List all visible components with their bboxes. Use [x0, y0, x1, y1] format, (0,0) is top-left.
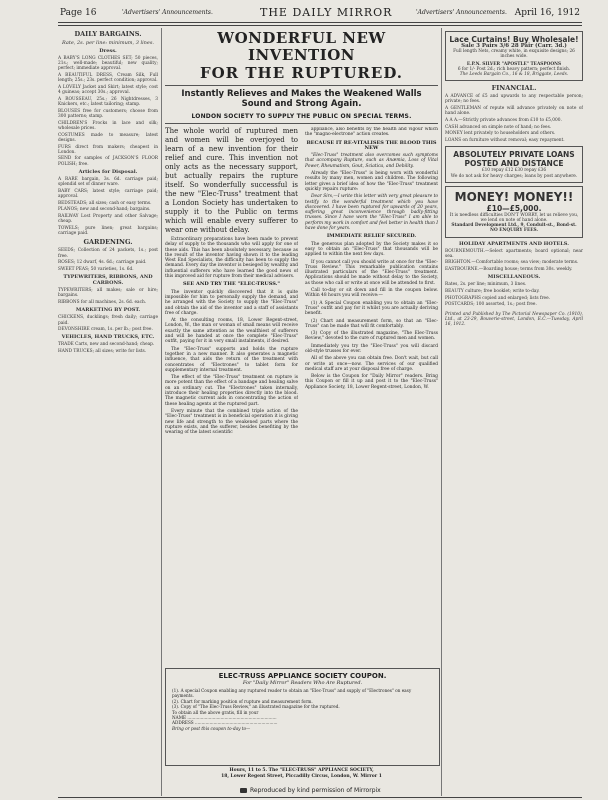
marketing-heading: MARKETING BY POST. — [75, 307, 141, 314]
daily-bargains-heading: DAILY BARGAINS. — [74, 30, 142, 38]
classified-ad: CHILDREN'S Frocks in lace and silk; wholesale prices. — [58, 120, 158, 131]
article-subhead: SEE AND TRY THE "ELEC-TRUSS." — [182, 281, 280, 288]
article-paragraph: "Elec-Truss" treatment also overcomes such symptoms that accompany Rupture, such as Anæmia, Loss of Vital Power, Rheumatism, Gout, Sciatica, and Debility. — [305, 153, 438, 169]
classified-ad: DEVONSHIRE cream, 1s. per lb.; post free. — [58, 327, 153, 333]
article-lead: The whole world of ruptured men and women will be overjoyed to learn of a new invention for their relief and cure. This invention not only acts as the necessary support, but actually repairs the rupture itself. So wonderfully successful is the new "Elec-Truss" treatment that a London Society has undertaken to supply it to the Public on terms which will enable every sufferer to wear one without delay. — [165, 127, 298, 234]
money-range: £10—£5,000. — [486, 203, 542, 213]
article-paragraph: The "Elec-Truss" supports and holds the rupture together in a new manner. It also generates a magnetic influence, that aids the return of the treatment with concentrates of "Electrones" to tablet form for supplementary internal treatment. — [165, 346, 298, 373]
classified-ad: CHICKENS, ducklings; fresh daily; carriage paid. — [58, 315, 158, 326]
classified-ad: RIBBONS for all machines, 2s. 6d. each. — [58, 300, 147, 306]
vehicles-list — [58, 342, 158, 354]
classified-ad: BOURNEMOUTH.—Select apartments; board optional; near sea. — [445, 248, 583, 259]
article-paragraph: The effect of the "Elec-Truss" treatment on rupture is more potent than the effect of a bandage and healing salve on an ordinary cut. The "Electrones" taken internally, introduce their healing properties directly into the blood. The magnetic current aids in concentrating the action of these healing agents at the ruptured part. — [165, 375, 298, 407]
left-column-classifieds — [58, 28, 158, 796]
section-label-left: 'Advertisers' Announcements. — [122, 9, 213, 16]
society-address — [165, 768, 438, 780]
article-subhead: BECAUSE IT RE-VITALISES THE BLOOD THIS NEW — [306, 139, 437, 151]
article-paragraph: If you cannot call you should write at once for the "Elec-Truss Review." This remarkable publication contains illustrated particulars of the "Elec-Truss" treatment. Applications should be made without delay to the Society, as those who call or write at once will be attended to first. — [305, 259, 438, 286]
private-loans-rates: £10 repay £12 £30 repay £36 — [481, 168, 547, 174]
right-column-ads — [445, 28, 583, 796]
section-label-right: 'Advertisers' Announcements. — [416, 9, 507, 16]
article-paragraph: (2) Chart and measurement form, so that an "Elec-Truss" can be made that will fit comfortably. — [305, 318, 438, 329]
page-header — [60, 6, 580, 22]
article-paragraph: Already the "Elec-Truss" is being worn with wonderful results by many men, women and children. The following letter gives a brief idea of how the "Elec-Truss" treatment quickly repairs rupture: — [305, 171, 438, 192]
coupon-name-field[interactable]: NAME ................................................................... — [172, 715, 277, 721]
classified-ad: BLOUSES free for customers; choose from 300 patterns; stamp. — [58, 108, 158, 120]
column-divider — [441, 28, 442, 796]
coupon-lines — [166, 686, 439, 733]
rates-note: Rate, 2s. per line: minimum, 3 lines. — [61, 40, 155, 46]
article-paragraph: (3) Copy of the illustrated magazine, "The Elec-Truss Review," devoted to the cure of ruptured men and women. — [305, 331, 438, 342]
classified-ad: LOANS on furniture without removal; easy repayment. — [445, 138, 565, 144]
classified-ad: SEND for samples of JACKSON'S FLOOR POLISH; free. — [58, 156, 158, 167]
classified-ad: ROSES; 12 dwarf, 4s. 6d.; carriage paid. — [58, 260, 147, 266]
lace-curtains-title: Lace Curtains! Buy Wholesale! — [449, 35, 579, 44]
classified-ad: TYPEWRITERS; all makes; sale or hire; bargains. — [58, 288, 158, 299]
coupon-line: To obtain all the above gratis, fill in your — [172, 709, 259, 715]
classified-ad: FURS direct from makers; cheapest in London. — [58, 144, 158, 155]
masthead: THE DAILY MIRROR — [260, 6, 393, 19]
silver-spoons-title: E.P.N. SILVER "APOSTLE" TEASPOONS — [466, 61, 562, 67]
classified-ad: TRADE Carts, new and second-hand; cheap. — [58, 342, 155, 348]
classified-ad: SWEET PEAS; 50 varieties, 1s. 6d. — [58, 267, 134, 272]
classified-ad: BEAUTY culture; free booklet; write to-day. — [445, 289, 540, 295]
society-street: 18, Lower Regent Street, Piccadilly Circus, London, W. Mirror 1 — [221, 774, 382, 779]
classified-ad: A A A.—Strictly private advances from £10 to £5,000. — [445, 118, 562, 124]
article-paragraph: The generous plan adopted by the Society makes it so easy to obtain an "Elec-Truss" that thousands will be applied to within the next few days. — [305, 241, 438, 258]
articles-list — [58, 177, 158, 237]
headline-1: WONDERFUL NEW INVENTION — [217, 29, 386, 64]
printer-imprint: Printed and Published by The Pictorial Newspaper Co. (1910), Ltd., at 23-29, Bouverie-street, London, E.C.—Tuesday, April 16, 1912. — [445, 311, 583, 328]
classified-ad: A GENTLEMAN of repute will advance privately on note of hand alone. — [445, 106, 583, 117]
dress-subheading: Dress. — [99, 48, 117, 54]
classified-ad: HAND TRUCKS; all sizes; write for lists. — [58, 349, 147, 355]
header-rule-2 — [58, 25, 582, 26]
article-paragraph: Every minute that the combined triple action of the "Elec-Truss" treatment is in beneficial operation it is giving new life and strength to the weakened parts where the rupture exists, and the sufferer, besides benefiting by the wearing of the latest scientific — [165, 408, 298, 436]
classified-ad: A LOVELY Jacket and Skirt; latest style; cost 4 guineas; accept 30s.; approval. — [58, 85, 158, 96]
holiday-list — [445, 249, 583, 273]
coupon-line: (3). Copy of "The Elec-Truss Review," an illustrated magazine for the ruptured. — [172, 704, 340, 710]
marketing-list — [58, 315, 158, 332]
testimonial-letter: Dear Sirs,—I write this letter with very great pleasure to testify to the wonderful treatment which you have discovered. I have been ruptured for upwards of 20 years, suffering great inconvenience through badly-fitting trusses. Since I have worn the "Elec-Truss" I am able to perform my work in comfort and feel better in health than I have done for years. — [305, 194, 438, 232]
classified-ad: A BEAUTIFUL DRESS, Cream Silk, Full length; 25s.; 23s. perfect condition; approval. — [58, 73, 158, 84]
footer-rule — [58, 797, 582, 798]
article-paragraph: (1) A Special Coupon enabling you to obtain an "Elec-Truss" outfit and pay for it whilst you are actually deriving benefit. — [305, 300, 438, 317]
classified-ad: SEEDS; Collection of 24 packets, 1s.; post free. — [58, 248, 158, 259]
article-paragraph: Immediately you try the "Elec-Truss" you will discard old-style trusses for ever. — [305, 343, 438, 354]
money-body: It is needless difficulties DON'T WORRY, let us relieve you, we lend on note of hand alone. — [449, 212, 579, 223]
lace-curtains-body: Full length Nets, creamy white, in exquisite designs; 26 inches wide. — [453, 49, 575, 60]
classified-ad: PLANOS; new and second-hand; bargains. — [58, 207, 151, 213]
camera-icon — [240, 788, 247, 793]
coupon-address-field[interactable]: ADDRESS .............................................................. — [172, 720, 278, 726]
issue-date: April 16, 1912 — [514, 8, 580, 18]
coupon-post-note: Bring or post this coupon to-day to— — [172, 725, 251, 731]
classified-ad: TOWELS; pure linen; great bargains; carriage paid. — [58, 225, 158, 237]
deck-rule — [165, 123, 438, 124]
holiday-heading: HOLIDAY APARTMENTS AND HOTELS. — [459, 240, 569, 247]
classified-ad: EASTBOURNE.—Boarding house; terms from 30s. weekly. — [445, 267, 573, 273]
financial-list — [445, 94, 583, 143]
bargain-firm: The Leeds Bargain Co., 16 & 18, Briggate, Leeds. — [459, 72, 569, 78]
article-paragraph: At the consulting rooms, 18, Lower Regent-street, London, W., the man or woman of small means will receive exactly the same attention as the wealthiest of sufferers and will be handed at once the complete "Elec-Truss" outfit, paying for it in very small instalments, if desired. — [165, 318, 298, 345]
classified-ad: A ROUSSEAU, 25s.; 26 Nightdresses, 3 Knickers, etc.; latest tailoring; stamp. — [58, 96, 158, 108]
gardening-list — [58, 248, 158, 272]
dress-ads-list — [58, 56, 158, 167]
page-number: Page 16 — [60, 8, 97, 18]
misc-list — [445, 282, 583, 307]
classified-ad: PHOTOGRAPHS copied and enlarged; lists free. — [445, 295, 550, 301]
coupon-subtitle: For "Daily Mirror" Readers Who Are Ruptured. — [242, 680, 363, 686]
classified-ad: RAILWAY Lost Property and other Salvage; cheap. — [58, 214, 158, 225]
article-paragraph: Call to-day or sit down and fill in the coupon below. Within 48 hours you will receive:— — [305, 288, 438, 299]
headline-2: FOR THE RUPTURED. — [199, 64, 404, 82]
coupon-line: (1). A special Coupon enabling any ruptured reader to obtain an "Elec-Truss" and supply of "Electrones" on easy payments. — [172, 688, 412, 699]
private-loans-ad — [445, 146, 583, 182]
private-loans-title: ABSOLUTELY PRIVATE LOANS POSTED AND DISTANCE — [453, 150, 575, 169]
typewriters-list — [58, 288, 158, 305]
appliance-society-coupon — [165, 668, 440, 766]
article-paragraph: Below is the Coupon for "Daily Mirror" readers. Bring this Coupon or fill it up and post it to the "Elec-Truss" Appliance Society, 18, Lower Regent-street, London, W. — [305, 374, 438, 390]
classified-ad: A RARE bargain, 3s. 6d. carriage paid; splendid set of dinner ware. — [58, 176, 158, 188]
classified-ad: BABY CARS; latest style; carriage paid; approval. — [58, 188, 158, 199]
article-paragraph: All of the above you can obtain free. Don't wait, but call or write at once—now. The services of our qualified medical staff are at your disposal free of charge. — [305, 356, 438, 372]
money-ad — [445, 186, 583, 238]
coupon-line: (2). Chart for marking position of rupture and measurement form. — [172, 698, 313, 704]
classified-ad: A BABY'S LONG CLOTHES SET; 50 pieces, 21s.; well-made; beautiful; new quality; perfect; immediate approval. — [58, 56, 158, 72]
article-paragraph: appliance, also benefits by the health and vigour which the "magno-electrone" action creates. — [305, 127, 438, 138]
articles-heading: Articles for Disposal. — [78, 168, 138, 175]
classified-ad: Rates, 2s. per line; minimum, 3 lines. — [445, 282, 527, 288]
gardening-heading: GARDENING. — [83, 238, 133, 247]
coupon-title: ELEC-TRUSS APPLIANCE SOCIETY COUPON. — [218, 672, 387, 680]
article-subdeck: LONDON SOCIETY TO SUPPLY THE PUBLIC ON SPECIAL TERMS. — [191, 113, 412, 120]
article-column-1 — [165, 127, 298, 753]
column-divider — [161, 28, 162, 796]
header-rule — [58, 22, 582, 23]
classified-ad: MONEY lent privately to householders and others. — [445, 131, 556, 137]
money-firm: Standard Development Ltd., 9, Conduit-st., Bond-st. NO ENQUIRY FEES. — [451, 223, 577, 234]
article-subhead: IMMEDIATE RELIEF SECURED. — [326, 233, 417, 240]
society-hours: Hours, 11 to 5. The "ELEC-TRUSS" APPLIANCE SOCIETY, — [229, 768, 374, 773]
lace-curtains-price: Sale 3 Pairs 3/6 28 Pair (Carr. 3d.) — [461, 43, 567, 49]
classified-ad: POSTCARDS; 100 assorted, 1s.; post free. — [445, 302, 537, 308]
credit-text: Reproduced by kind permission of Mirrorpix — [250, 787, 381, 794]
private-loans-body: We do not ask for heavy charges; loans by post anywhere. — [450, 173, 578, 179]
vehicles-heading: VEHICLES, HAND TRUCKS, ETC. — [61, 334, 155, 341]
article-deck: Instantly Relieves and Makes the Weakened Walls Sound and Strong Again. — [181, 89, 422, 109]
credit-line — [240, 787, 381, 794]
classified-ad: COSTUMES made to measure; latest designs. — [58, 132, 158, 143]
article-paragraph: Extraordinary preparations have been made to prevent delay of supply to the thousands who will apply for one of these aids. This has been absolutely necessary, because as the result of the inventor having shown it to the leading West End Specialists, the difficulty has been to supply the demand. Every day the inventor is besieged by wealthy and influential sufferers who have learned the good news of this improved aid for rupture from their medical advisers. — [165, 237, 298, 280]
typewriters-heading: TYPEWRITERS, RIBBONS, AND CARBONS. — [63, 274, 153, 287]
financial-heading: FINANCIAL. — [491, 84, 537, 93]
lace-curtains-ad — [445, 31, 583, 81]
headline-rule — [165, 85, 438, 86]
article-paragraph: The inventor quickly discovered that it is quite impossible for him to personally supply the demand, and he arranged with the Society to supply the "Elec-Truss" and obtain the aid of the inventor and a staff of assistants free of charge. — [165, 289, 298, 316]
silver-spoons-body: 6 for 1/- Post 2d.; rich heavy pattern; perfect finish. — [457, 66, 571, 72]
money-title: MONEY! MONEY!! — [454, 189, 574, 204]
classified-ad: BRIGHTON.—Comfortable rooms; sea view; moderate terms. — [445, 260, 579, 266]
classified-ad: A ADVANCE of £5 and upwards to any respectable person; private; no fees. — [445, 94, 583, 105]
classified-ad: BEDSTEADS; all sizes; cash or easy terms. — [58, 200, 152, 206]
classified-ad: CASH advanced on simple note of hand; no fees. — [445, 124, 552, 130]
misc-heading: MISCELLANEOUS. — [487, 274, 541, 281]
article-column-2 — [305, 127, 438, 753]
